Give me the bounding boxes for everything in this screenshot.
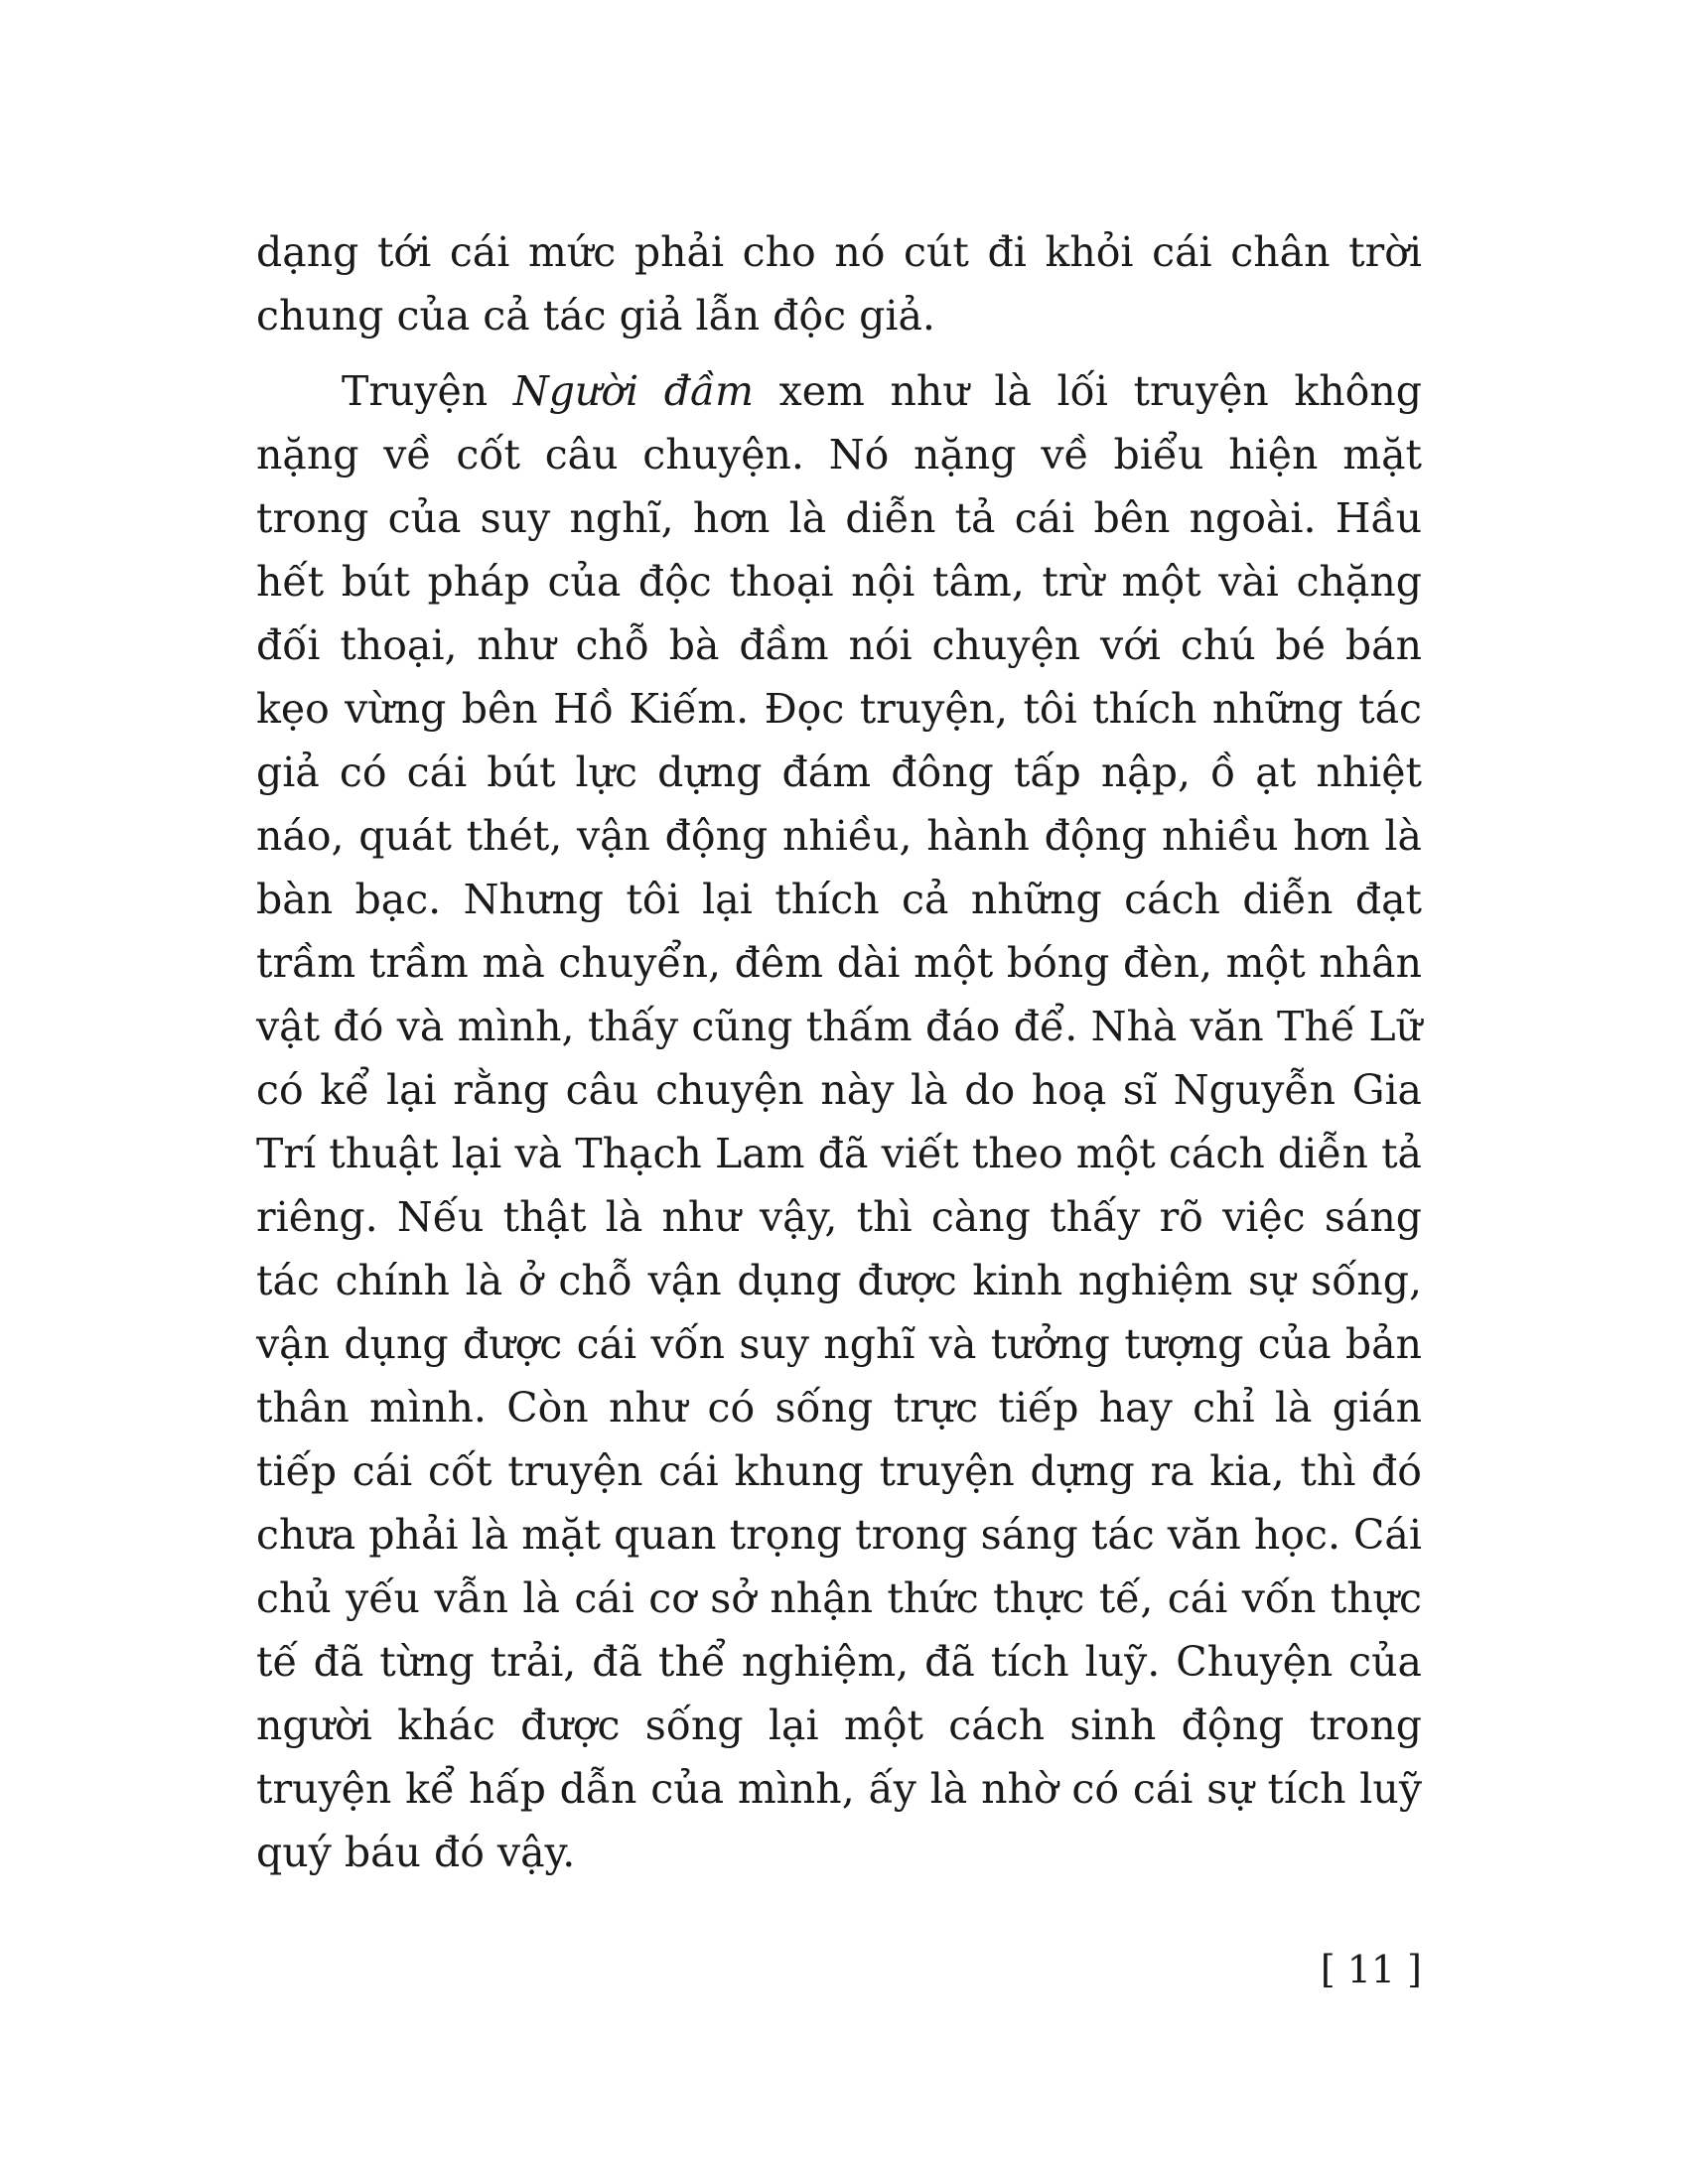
paragraph-2-text: xem như là lối truyện không nặng về cốt câu chuyện. Nó nặng về biểu hiện mặt trong của suy nghĩ, hơn là diễn tả cái bên ngoài. Hầu hết bút pháp của độc thoại nội tâm, trừ một vài chặng đối thoại, như chỗ bà đầm nói chuyện với chú bé bán kẹo vừng bên Hồ Kiếm. Đọc truyện, tôi thích những tác giả có cái bút lực dựng đám đông tấp nập, ồ ạt nhiệt náo, quát thét, vận động nhiều, hành động nhiều hơn là bàn bạc. Nhưng tôi lại thích cả những cách diễn đạt trầm trầm mà chuyển, đêm dài một bóng đèn, một nhân vật đó và mình, thấy cũng thấm đáo để. Nhà văn Thế Lữ có kể lại rằng câu chuyện này là do hoạ sĩ Nguyễn Gia Trí thuật lại và Thạch Lam đã viết theo một cách diễn tả riêng. Nếu thật là như vậy, thì càng thấy rõ việc sáng tác chính là ở chỗ vận dụng được kinh nghiệm sự sống, vận dụng được cái vốn suy nghĩ và tưởng tượng của bản thân mình. Còn như có sống trực tiếp hay chỉ là gián tiếp cái cốt truyện cái khung truyện dựng ra kia, thì đó chưa phải là mặt quan trọng trong sáng tác văn học. Cái chủ yếu vẫn là cái cơ sở nhận thức thực tế, cái vốn thực tế đã từng trải, đã thể nghiệm, đã tích luỹ. Chuyện của người khác được sống lại một cách sinh động trong truyện kể hấp dẫn của mình, ấy là nhờ có cái sự tích luỹ quý báu đó vậy. — [256, 367, 1422, 1876]
body-text — [256, 220, 1422, 1896]
book-title-italic: Người đầm — [512, 367, 755, 415]
paragraph-continuation — [256, 220, 1422, 347]
paragraph-2-lead: Truyện — [342, 367, 513, 415]
paragraph-nguoi-dam — [256, 359, 1422, 1884]
page-number: [ 11 ] — [1320, 1948, 1422, 1991]
paragraph-1-text: dạng tới cái mức phải cho nó cút đi khỏi cái chân trời chung của cả tác giả lẫn độc giả. — [256, 228, 1422, 340]
